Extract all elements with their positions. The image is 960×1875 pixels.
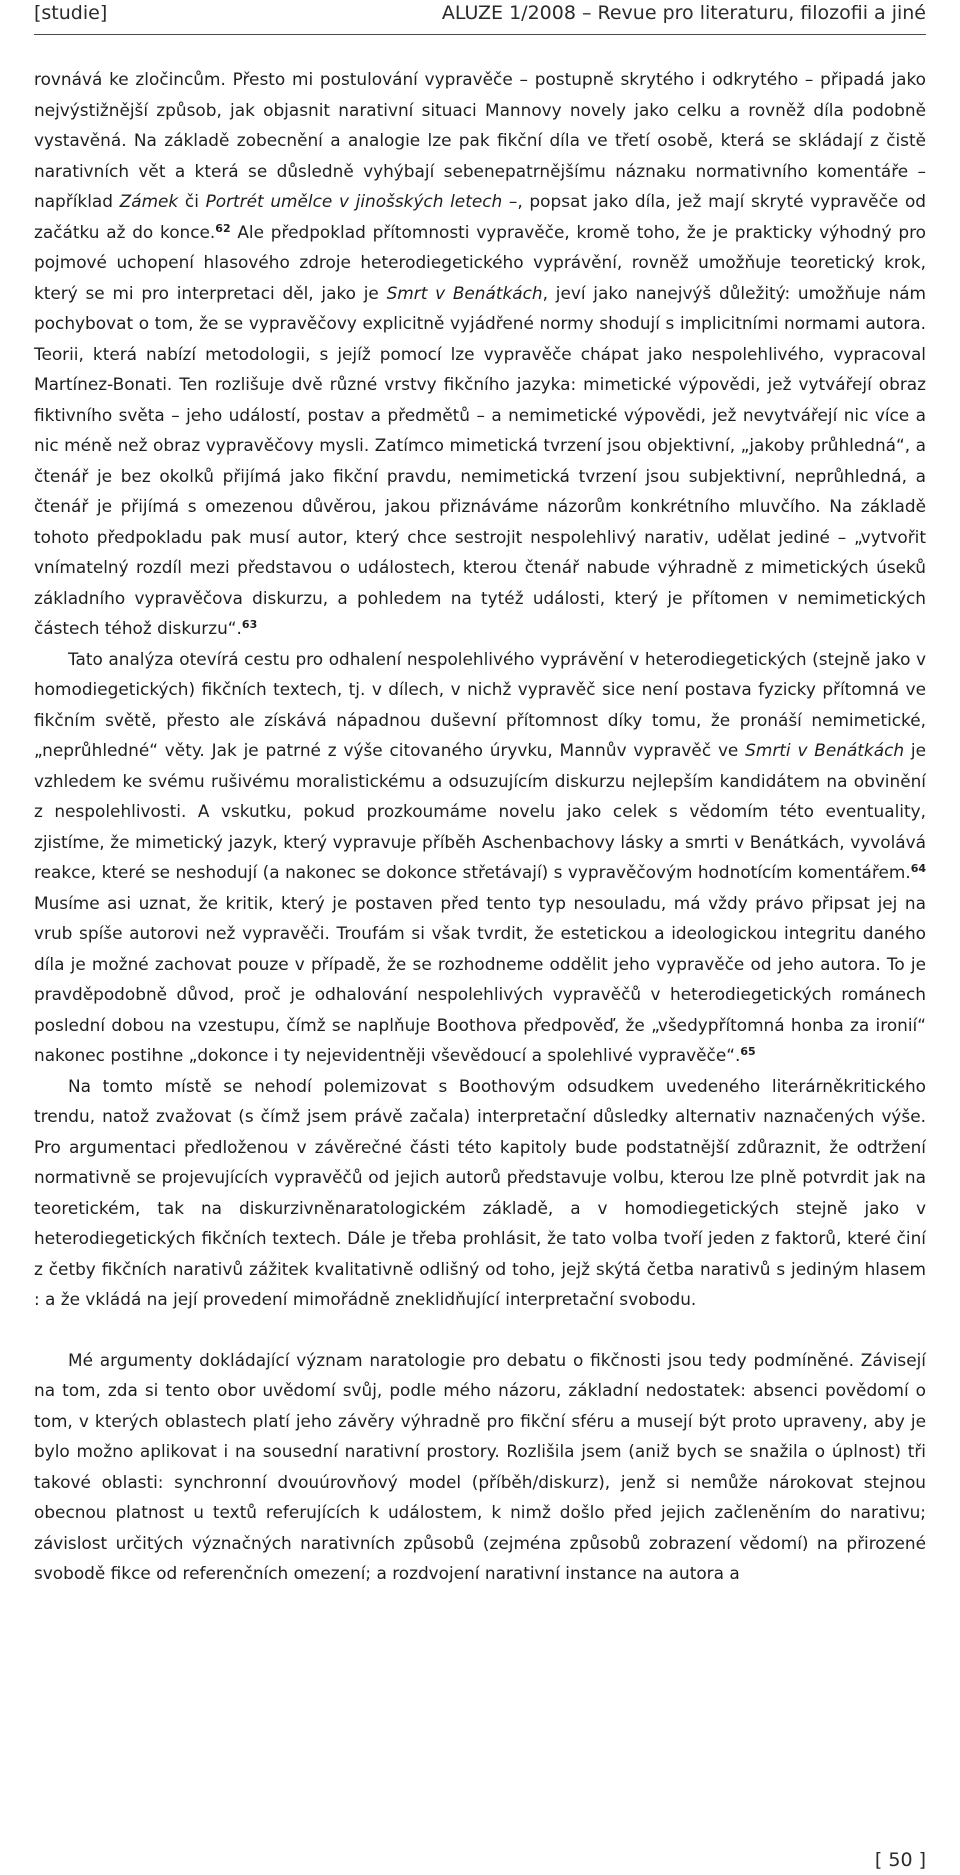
paragraph-3: Na tomto místě se nehodí polemizovat s Boothovým odsudkem uvedeného literárněkritického trendu, natož zvažovat (s čímž jsem právě začala) interpretační důsledky alternativ naznačených výše. Pro argumentaci předloženou v závěrečné části této kapitoly bude podstatnější zdůraznit, že odtržení normativně se projevujících vypravěčů od jejich autorů představuje volbu, kterou lze plně potvrdit jak na teoretickém, tak na diskurzivněnaratologickém základě, a v homodiegetických stejně jako v heterodiegetických fikčních textech. Dále je třeba prohlásit, že tato volba tvoří jeden z faktorů, které činí z četby fikčních narativů zážitek kvalitativně odlišný od toho, jejž skýtá četba narativů s jediným hlasem : a že vkládá na její provedení mimořádně zneklidňující interpretační svobodu. [34,1075,926,1309]
section-label: [studie] [34,2,108,24]
title-portret: Portrét umělce v jinošských letech [205,191,503,211]
page-number: [ 50 ] [874,1849,926,1871]
title-smrti-v-benatkach: Smrti v Benátkách [745,740,905,760]
paragraph-1: rovnává ke zločincům. Přesto mi postulování vypravěče – postupně skrytého i odkrytého – připadá jako nejvýstižnější způsob, jak objasnit narativní situaci Mannovy novely jako celku a rovněž díla podobně vystavěná. Na základě zobecnění a analogie lze pak fikční díla ve třetí osobě, která se skládají z čistě narativních vět a která se důsledně vyhýbají sebenepatrnějšímu náznaku normativního komentáře – například Zámek či Portrét umělce v jinošských letech –, popsat jako díla, jež mají skryté vypravěče od začátku až do konce.$^{62}$ Ale předpoklad přítomnosti vypravěče, kromě toho, že je prakticky výhodný pro pojmové uchopení hlasového zdroje heterodiegetického vyprávění, rovněž umožňuje teoretický krok, který se mi pro interpretaci děl, jako je Smrt v Benátkách, jeví jako nanejvýš důležitý: umožňuje nám pochybovat o tom, že se vypravěčovy explicitně vyjádřené normy shodují s implicitními normami autora. Teorii, která nabízí metodologii, s jejíž pomocí lze vypravěče chápat jako nespolehlivého, vypracoval Martínez-Bonati. Ten rozlišuje dvě různé vrstvy fikčního jazyka: mimetické výpovědi, jež vytvářejí obraz fiktivního světa – jeho událostí, postav a předmětů – a nemimetické výpovědi, jež nevytvářejí nic více a nic méně než obraz vypravěčovy mysli. Zatímco mimetická tvrzení jsou objektivní, „jakoby průhledná“, a čtenář je bez okolků přijímá jako fikční pravdu, nemimetická tvrzení jsou subjektivní, neprůhledná, a čtenář je přijímá s omezenou důvěrou, jakou přiznáváme názorům konkrétního mluvčího. Na základě tohoto předpokladu pak musí autor, který chce sestrojit nespolehlivý narativ, udělat jediné – „vytvořit vnímatelný rozdíl mezi představou o událostech, kterou čtenář nabude výhradně z mimetických úseků základního vypravěčova diskurzu, a pohledem na tytéž události, který je přítomen v nemimetických částech téhož diskurzu“.$^{63}$ [34,69,927,638]
running-header [34,0,926,35]
footnote-ref-63[interactable]: 63 [241,618,258,631]
article-body [34,64,926,1589]
paragraph-4: Mé argumenty dokládající význam naratologie pro debatu o fikčnosti jsou tedy podmíněné. Závisejí na tom, zda si tento obor uvědomí svůj, podle mého názoru, základní nedostatek: absenci povědomí o tom, v kterých oblastech platí jeho závěry výhradně pro fikční sféru a musejí být proto upraveny, aby je bylo možno aplikovat i na sousední narativní prostory. Rozlišila jsem (aniž bych se snažila o úplnost) tři takové oblasti: synchronní dvouúrovňový model (příběh/diskurz), jenž si nemůže nárokovat stejnou obecnou platnost u textů referujících k událostem, k nimž došlo před jejich začleněním do narativu; závislost určitých význačných narativních způsobů (zejména způsobů zobrazení vědomí) na přirozené svobodě fikce od referenčních omezení; a rozdvojení narativní instance na autora a [34,1349,926,1583]
footnote-ref-62[interactable]: 62 [215,221,231,235]
title-zamek: Zámek [119,191,179,211]
title-smrt-v-benatkach: Smrt v Benátkách [386,282,543,303]
footnote-ref-65[interactable]: 65 [740,1045,756,1058]
footnote-ref-64[interactable]: 64 [910,862,926,875]
paragraph-2: Tato analýza otevírá cestu pro odhalení nespolehlivého vyprávění v heterodiegetických (stejně jako v homodiegetických) fikčních textech, tj. v dílech, v nichž vypravěč sice není postava fyzicky přítomná ve fikčním světě, přesto ale získává nápadnou duševní přítomnost díky tomu, že pronáší nemimetické, „neprůhledné“ věty. Jak je patrné z výše citovaného úryvku, Mannův vypravěč ve Smrti v Benátkách je vzhledem ke svému rušivému moralistickému a odsuzujícím diskurzu nejlepším kandidátem na obvinění z nespolehlivosti. A vskutku, pokud prozkoumáme novelu jako celek s vědomím této eventuality, zjistíme, že mimetický jazyk, který vypravuje příběh Aschenbachovy lásky a smrti v Benátkách, vyvolává reakce, které se neshodují (a nakonec se dokonce střetávají) s vypravěčovým hodnotícím komentářem.$^{64}$ Musíme asi uznat, že kritik, který je postaven před tento typ nesouladu, má vždy právo připsat jej na vrub spíše autorovi než vypravěči. Troufám si však tvrdit, že estetickou a ideologickou integritu daného díla je možné zachovat pouze v případě, že se rozhodneme oddělit jeho vypravěče od jeho autora. To je pravděpodobně důvod, proč je odhalování nespolehlivých vypravěčů v heterodiegetických románech poslední dobou na vzestupu, čímž se naplňuje Boothova předpověď, že „všedypřítomná honba za ironií“ nakonec postihne „dokonce i ty nejevidentněji vševědoucí a spolehlivé vypravěče“.$^{65}$ [34,648,926,1065]
journal-title: ALUZE 1/2008 – Revue pro literaturu, filozofii a jiné [441,2,926,24]
